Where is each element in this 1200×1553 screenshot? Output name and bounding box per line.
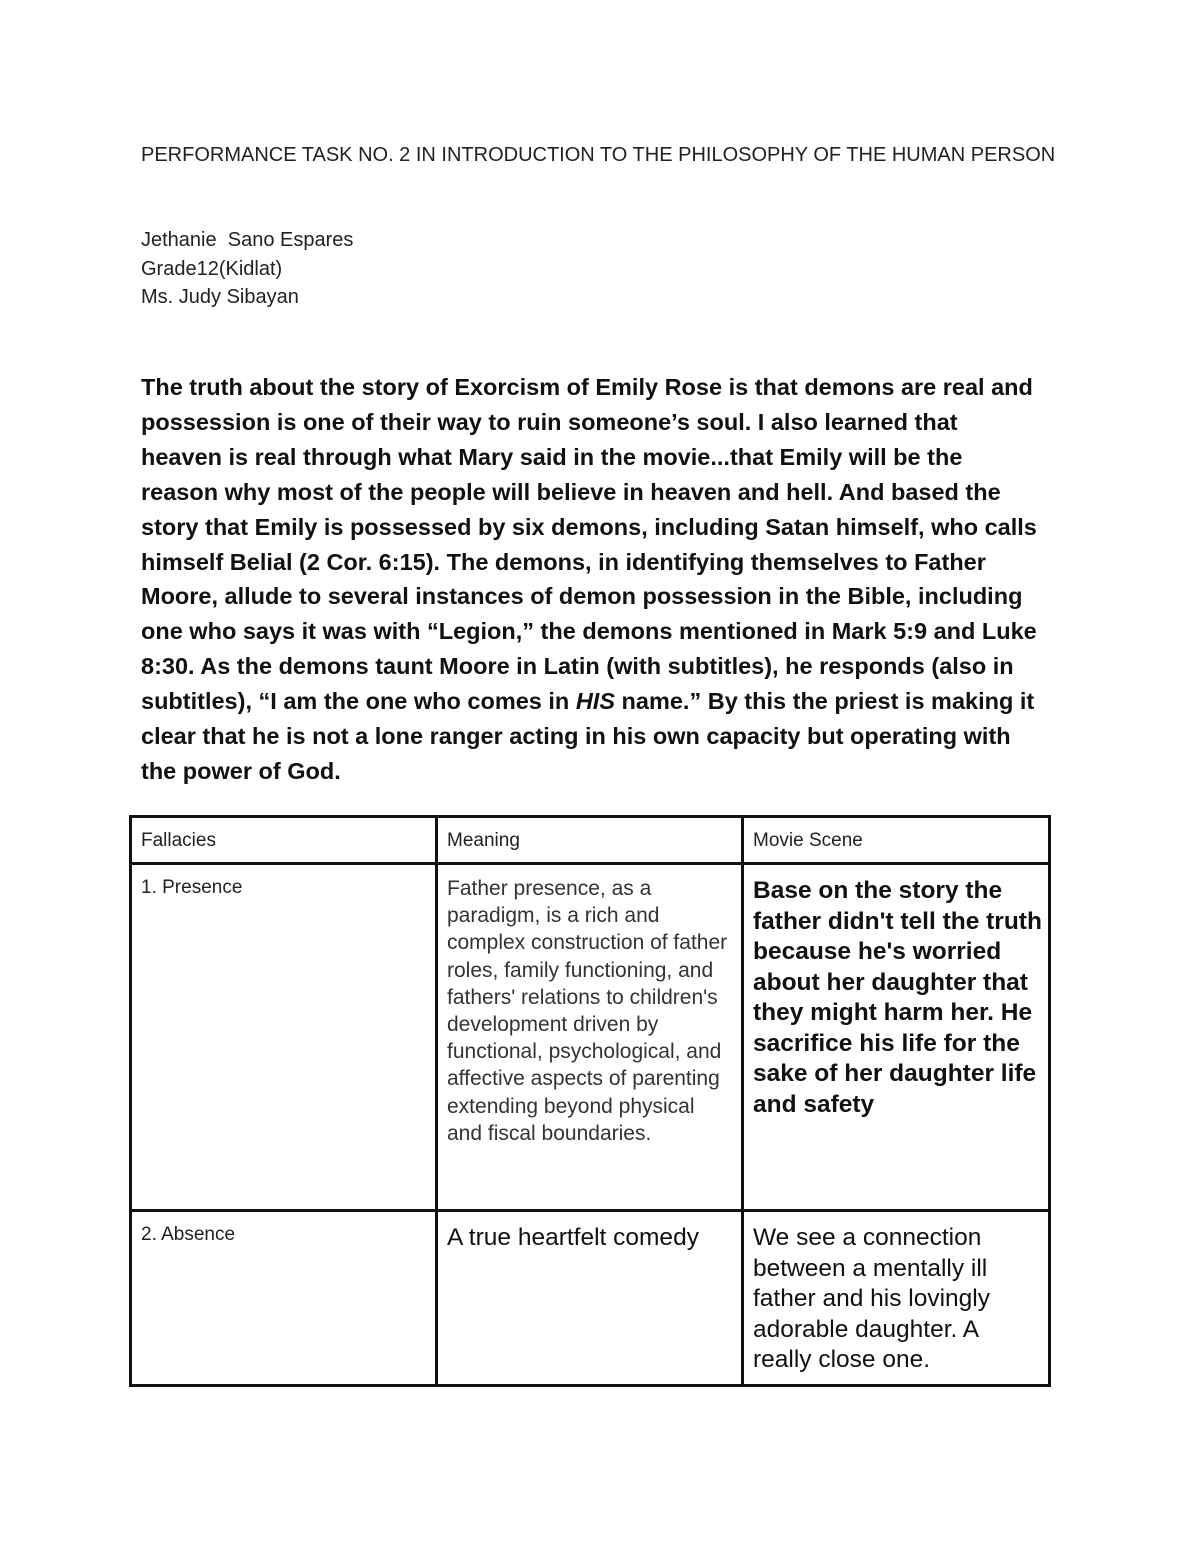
table-cell-fallacy: 1. Presence [131, 864, 437, 1211]
essay-line: one who says it was with “Legion,” the demons mentioned in Mark 5:9 and Luke [141, 618, 1037, 645]
table-cell-meaning: Father presence, as a paradigm, is a rich and complex construction of father roles, family functioning, and fathers' relations to children's development driven by functional, psychological, and affective aspects of parenting extending beyond physical and fiscal boundaries. [437, 864, 743, 1211]
table-row [131, 864, 1050, 1211]
table-cell-fallacy: 2. Absence [131, 1211, 437, 1386]
table-row [131, 1211, 1050, 1386]
essay-line: 8:30. As the demons taunt Moore in Latin (with subtitles), he responds (also in [141, 653, 1014, 680]
table-cell-meaning: A true heartfelt comedy [437, 1211, 743, 1386]
teacher-name: Ms. Judy Sibayan [141, 286, 299, 308]
essay-paragraph [141, 370, 1071, 789]
essay-text: subtitles), “I am the one who comes in [141, 688, 576, 715]
essay-emphasis: HIS [575, 688, 616, 715]
table-header-cell: Movie Scene [743, 817, 1050, 864]
essay-line: heaven is real through what Mary said in the movie...that Emily will be the [141, 443, 963, 470]
essay-line: possession is one of their way to ruin someone’s soul. I also learned that [141, 408, 958, 435]
table-header-cell: Meaning [437, 817, 743, 864]
essay-line: story that Emily is possessed by six demons, including Satan himself, who calls [141, 513, 1037, 540]
table-cell-scene: Base on the story the father didn't tell the truth because he's worried about her daughter that they might harm her. He sacrifice his life for the sake of her daughter life and safety [743, 864, 1050, 1211]
student-info [141, 226, 353, 312]
essay-line: clear that he is not a lone ranger acting in his own capacity but operating with [141, 723, 1011, 750]
essay-line: the power of God. [141, 757, 341, 784]
table-header-cell: Fallacies [131, 817, 437, 864]
essay-line [141, 684, 1071, 719]
document-title: PERFORMANCE TASK NO. 2 IN INTRODUCTION TO THE PHILOSOPHY OF THE HUMAN PERSON [141, 144, 1056, 166]
student-grade: Grade12(Kidlat) [141, 257, 283, 280]
fallacies-table [129, 815, 1051, 1387]
essay-text: name.” By this the priest is making it [615, 688, 1035, 715]
essay-line: The truth about the story of Exorcism of Emily Rose is that demons are real and [141, 374, 1033, 400]
essay-line: reason why most of the people will believe in heaven and hell. And based the [141, 478, 1001, 505]
table-cell-scene: We see a connection between a mentally ill father and his lovingly adorable daughter. A really close one. [743, 1211, 1050, 1386]
essay-line: Moore, allude to several instances of demon possession in the Bible, including [141, 583, 1023, 610]
table-header-row [131, 817, 1050, 864]
student-name: Jethanie Sano Espares [141, 229, 354, 251]
essay-line: himself Belial (2 Cor. 6:15). The demons, in identifying themselves to Father [141, 548, 986, 575]
